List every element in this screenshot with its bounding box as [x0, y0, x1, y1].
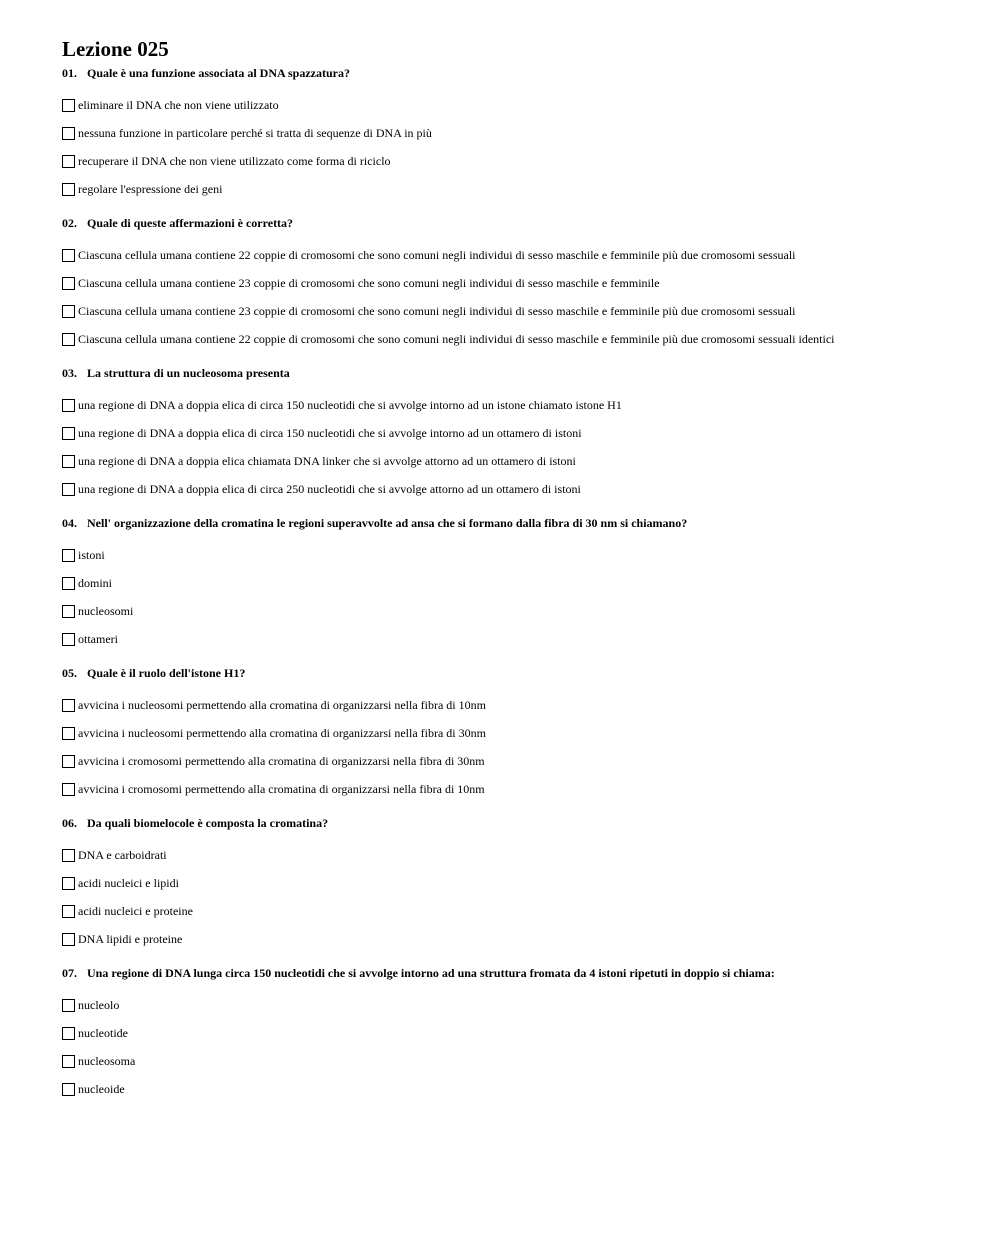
answer-option[interactable] [62, 747, 982, 775]
answer-label: Ciascuna cellula umana contiene 22 coppie di cromosomi che sono comuni negli individui di sesso maschile e femminile più due cromosomi sessuali identici [78, 332, 835, 346]
answer-option[interactable] [62, 691, 982, 719]
answer-label: avvicina i cromosomi permettendo alla cromatina di organizzarsi nella fibra di 30nm [78, 754, 485, 768]
answer-label: regolare l'espressione dei geni [78, 182, 223, 196]
answer-option[interactable] [62, 897, 982, 925]
question-text: Nell' organizzazione della cromatina le regioni superavvolte ad ansa che si formano dalla fibra di 30 nm si chiamano? [87, 516, 688, 530]
answer-label: nucleoide [78, 1082, 125, 1096]
answer-option[interactable] [62, 391, 982, 419]
answer-label: una regione di DNA a doppia elica di circa 150 nucleotidi che si avvolge intorno ad un istone chiamato istone H1 [78, 398, 622, 412]
answer-checkbox[interactable] [62, 755, 75, 768]
answer-checkbox[interactable] [62, 249, 75, 262]
answer-checkbox[interactable] [62, 455, 75, 468]
answer-checkbox[interactable] [62, 849, 75, 862]
answer-checkbox[interactable] [62, 1055, 75, 1068]
answer-label: istoni [78, 548, 105, 562]
question-number: 05. [62, 666, 77, 680]
answer-option[interactable] [62, 625, 982, 653]
question-06 [62, 816, 982, 953]
page-title: Lezione 025 [62, 37, 169, 61]
answer-option[interactable] [62, 541, 982, 569]
answer-option[interactable] [62, 597, 982, 625]
answer-label: una regione di DNA a doppia elica di circa 150 nucleotidi che si avvolge intorno ad un ottamero di istoni [78, 426, 582, 440]
answer-option[interactable] [62, 991, 982, 1019]
question-number: 01. [62, 66, 77, 80]
answer-option[interactable] [62, 119, 982, 147]
answer-option[interactable] [62, 325, 982, 353]
answer-checkbox[interactable] [62, 333, 75, 346]
question-01 [62, 66, 982, 203]
question-title [62, 666, 982, 682]
question-07 [62, 966, 982, 1103]
answer-checkbox[interactable] [62, 999, 75, 1012]
answer-label: DNA e carboidrati [78, 848, 167, 862]
answer-checkbox[interactable] [62, 305, 75, 318]
answer-option[interactable] [62, 1075, 982, 1103]
answer-checkbox[interactable] [62, 577, 75, 590]
answer-label: nessuna funzione in particolare perché si tratta di sequenze di DNA in più [78, 126, 432, 140]
answer-checkbox[interactable] [62, 399, 75, 412]
question-number: 03. [62, 366, 77, 380]
answer-label: nucleosoma [78, 1054, 136, 1068]
question-number: 07. [62, 966, 77, 980]
question-title [62, 66, 982, 82]
answer-label: recuperare il DNA che non viene utilizzato come forma di riciclo [78, 154, 391, 168]
answer-label: una regione di DNA a doppia elica di circa 250 nucleotidi che si avvolge attorno ad un ottamero di istoni [78, 482, 581, 496]
answer-option[interactable] [62, 269, 982, 297]
answer-label: nucleosomi [78, 604, 134, 618]
answer-label: Ciascuna cellula umana contiene 22 coppie di cromosomi che sono comuni negli individui di sesso maschile e femminile più due cromosomi sessuali [78, 248, 796, 262]
answer-option[interactable] [62, 147, 982, 175]
answer-checkbox[interactable] [62, 483, 75, 496]
answer-label: acidi nucleici e lipidi [78, 876, 179, 890]
question-title [62, 516, 982, 532]
answer-label: avvicina i nucleosomi permettendo alla cromatina di organizzarsi nella fibra di 10nm [78, 698, 486, 712]
answer-option[interactable] [62, 175, 982, 203]
answer-label: Ciascuna cellula umana contiene 23 coppie di cromosomi che sono comuni negli individui di sesso maschile e femminile più due cromosomi sessuali [78, 304, 796, 318]
answer-label: eliminare il DNA che non viene utilizzato [78, 98, 279, 112]
answer-label: avvicina i cromosomi permettendo alla cromatina di organizzarsi nella fibra di 10nm [78, 782, 485, 796]
answer-option[interactable] [62, 569, 982, 597]
question-number: 02. [62, 216, 77, 230]
answer-label: domini [78, 576, 113, 590]
answer-option[interactable] [62, 775, 982, 803]
answer-option[interactable] [62, 1019, 982, 1047]
answer-option[interactable] [62, 719, 982, 747]
answer-label: acidi nucleici e proteine [78, 904, 193, 918]
answer-label: nucleotide [78, 1026, 128, 1040]
answer-option[interactable] [62, 1047, 982, 1075]
answer-checkbox[interactable] [62, 783, 75, 796]
question-text: Da quali biomelocole è composta la cromatina? [87, 816, 329, 830]
answer-checkbox[interactable] [62, 427, 75, 440]
answer-checkbox[interactable] [62, 633, 75, 646]
question-05 [62, 666, 982, 803]
question-text: Quale è il ruolo dell'istone H1? [87, 666, 246, 680]
question-number: 06. [62, 816, 77, 830]
answer-checkbox[interactable] [62, 727, 75, 740]
answer-option[interactable] [62, 475, 982, 503]
answer-checkbox[interactable] [62, 277, 75, 290]
answer-checkbox[interactable] [62, 905, 75, 918]
answer-option[interactable] [62, 447, 982, 475]
answer-checkbox[interactable] [62, 183, 75, 196]
answer-checkbox[interactable] [62, 1083, 75, 1096]
question-text: La struttura di un nucleosoma presenta [87, 366, 290, 380]
answer-label: una regione di DNA a doppia elica chiamata DNA linker che si avvolge attorno ad un ottamero di istoni [78, 454, 576, 468]
question-title [62, 366, 982, 382]
question-03 [62, 366, 982, 503]
question-text: Quale di queste affermazioni è corretta? [87, 216, 294, 230]
question-text: Quale è una funzione associata al DNA spazzatura? [87, 66, 351, 80]
answer-label: avvicina i nucleosomi permettendo alla cromatina di organizzarsi nella fibra di 30nm [78, 726, 486, 740]
question-title [62, 216, 982, 232]
question-text: Una regione di DNA lunga circa 150 nucleotidi che si avvolge intorno ad una struttura fromata da 4 istoni ripetuti in doppio si chiama: [87, 966, 775, 980]
answer-checkbox[interactable] [62, 99, 75, 112]
question-title [62, 816, 982, 832]
answer-label: DNA lipidi e proteine [78, 932, 183, 946]
answer-checkbox[interactable] [62, 605, 75, 618]
question-04 [62, 516, 982, 653]
question-number: 04. [62, 516, 77, 530]
answer-checkbox[interactable] [62, 549, 75, 562]
answer-checkbox[interactable] [62, 933, 75, 946]
answer-label: Ciascuna cellula umana contiene 23 coppie di cromosomi che sono comuni negli individui di sesso maschile e femminile [78, 276, 660, 290]
answer-option[interactable] [62, 419, 982, 447]
answer-option[interactable] [62, 925, 982, 953]
answer-checkbox[interactable] [62, 127, 75, 140]
answer-label: ottameri [78, 632, 118, 646]
question-02 [62, 216, 982, 353]
answer-label: nucleolo [78, 998, 120, 1012]
answer-option[interactable] [62, 869, 982, 897]
document-page [62, 36, 982, 1116]
answer-checkbox[interactable] [62, 877, 75, 890]
answer-checkbox[interactable] [62, 1027, 75, 1040]
answer-checkbox[interactable] [62, 699, 75, 712]
answer-option[interactable] [62, 91, 982, 119]
answer-option[interactable] [62, 297, 982, 325]
answer-checkbox[interactable] [62, 155, 75, 168]
answer-option[interactable] [62, 841, 982, 869]
answer-option[interactable] [62, 241, 982, 269]
question-title [62, 966, 982, 982]
